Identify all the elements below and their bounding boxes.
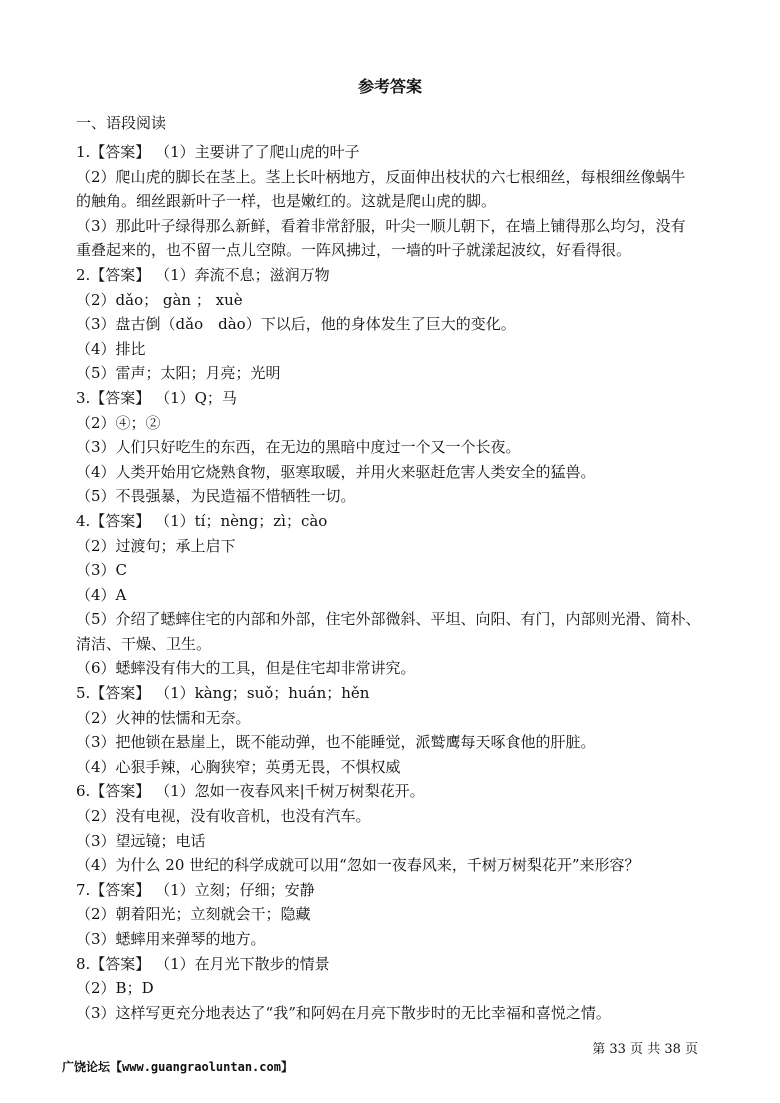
answer-line: （2）爬山虎的脚长在茎上。茎上长叶柄地方，反面伸出枝状的六七根细丝，每根细丝像蜗牛	[76, 167, 686, 186]
footer-site	[62, 1059, 293, 1075]
answer-line: （3）望远镜；电话	[76, 831, 206, 850]
answer-line: （3）C	[76, 561, 128, 580]
answer-line: 的触角。细丝跟新叶子一样，也是嫩红的。这就是爬山虎的脚。	[76, 192, 497, 211]
answer-line: 6.【答案】 （1）忽如一夜春风来|千树万树梨花开。	[76, 782, 425, 801]
answer-line: 3.【答案】 （1）Q；马	[76, 388, 237, 407]
answer-line: （2）④；②	[76, 413, 161, 432]
footer-site-name: 广饶论坛	[62, 1060, 111, 1074]
answer-line: （2）dǎo； gàn ； xuè	[76, 290, 243, 309]
page-title: 参考答案	[357, 77, 422, 96]
answer-line: （5）不畏强暴，为民造福不惜牺牲一切。	[76, 487, 356, 506]
answer-line: 1.【答案】 （1）主要讲了了爬山虎的叶子	[76, 143, 360, 161]
answer-line: 4.【答案】 （1）tí；nèng；zì；cào	[76, 511, 328, 530]
footer-site-url: 【www.guangraoluntan.com】	[110, 1060, 293, 1074]
answer-line: （5）雷声；太阳；月亮；光明	[76, 364, 281, 383]
answer-line: 8.【答案】 （1）在月光下散步的情景	[76, 954, 330, 973]
answer-line: （4）A	[76, 585, 127, 604]
answer-line: （2）火神的怯懦和无奈。	[76, 708, 251, 727]
answer-line: （4）为什么 20 世纪的科学成就可以用“忽如一夜春风来，千树万树梨花开”来形容？	[76, 856, 640, 875]
answer-line: （3）蟋蟀用来弹琴的地方。	[76, 930, 266, 948]
answer-line: （2）朝着阳光；立刻就会干；隐藏	[76, 905, 311, 924]
answer-line: （4）排比	[76, 339, 146, 358]
answer-line: （3）盘古倒（dǎo dào）下以后，他的身体发生了巨大的变化。	[76, 315, 516, 334]
answer-line: （2）过渡句；承上启下	[76, 536, 236, 555]
answer-line: （4）人类开始用它烧熟食物，驱寒取暖，并用火来驱赶危害人类安全的猛兽。	[76, 462, 596, 481]
page-number: 第 33 页 共 38 页	[592, 1042, 698, 1057]
answer-line: 2.【答案】 （1）奔流不息；滋润万物	[76, 265, 330, 284]
answer-line: 清洁、干燥、卫生。	[76, 634, 212, 653]
answer-line: （4）心狠手辣，心胸狭窄；英勇无畏，不惧权威	[76, 757, 401, 776]
answer-line: （2）B；D	[76, 979, 154, 998]
answer-line: （3）把他锁在悬崖上，既不能动弹，也不能睡觉，派鹫鹰每天啄食他的肝脏。	[76, 733, 596, 752]
answer-line: （3）人们只好吃生的东西，在无边的黑暗中度过一个又一个长夜。	[76, 438, 521, 457]
answer-line: （3）那此叶子绿得那么新鲜，看着非常舒服，叶尖一顺儿朝下，在墙上铺得那么均匀，没有	[76, 216, 686, 235]
answer-line: （2）没有电视，没有收音机，也没有汽车。	[76, 807, 371, 826]
answer-line: 5.【答案】 （1）kàng；suǒ；huán；hěn	[76, 684, 370, 703]
answer-line: （3）这样写更充分地表达了“我”和阿妈在月亮下散步时的无比幸福和喜悦之情。	[76, 1003, 611, 1022]
answer-line: 重叠起来的，也不留一点儿空隙。一阵风拂过，一墙的叶子就漾起波纹，好看得很。	[76, 241, 632, 260]
answer-line: 7.【答案】 （1）立刻；仔细；安静	[76, 880, 315, 899]
answer-line: （5）介绍了蟋蟀住宅的内部和外部，住宅外部微斜、平坦、向阳、有门，内部则光滑、简朴、	[76, 610, 701, 629]
answer-list	[76, 140, 710, 1025]
answer-line: （6）蟋蟀没有伟大的工具，但是住宅却非常讲究。	[76, 659, 416, 678]
section-heading: 一、语段阅读	[76, 114, 167, 132]
